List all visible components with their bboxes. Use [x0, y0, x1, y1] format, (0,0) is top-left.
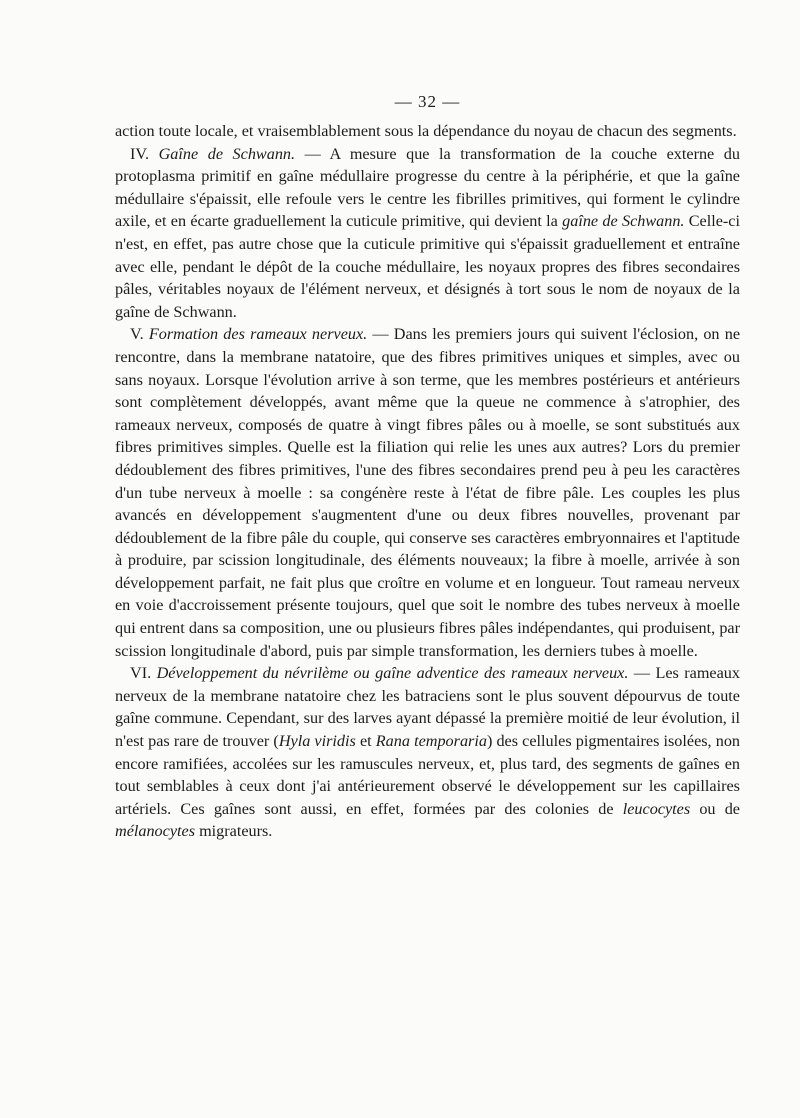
italic-term: mélanocytes — [115, 822, 196, 841]
italic-species-name: Rana temporaria — [375, 732, 487, 751]
body-text: ) des cellules pigmentaires isolées, non encore ramifiées, accolées sur les ramuscules nerveux, et, plus tard, des segments de gaînes en tout semblables à ceux dont j'ai antérieurement observé le développement sur les capillaires artériels. Ces gaînes sont aussi, en effet, formées par des colonies de — [115, 732, 741, 818]
body-text: — A mesure que la transformation de la couche externe du protoplasma primitif en gaîne médullaire progresse du centre à la périphérie, et que la gaîne médullaire s'épaissit, elle refoule vers le centre les fibrilles primitives, qui forment le cylindre axile, et en écarte graduellement la cuticule primitive, qui devient la — [115, 144, 740, 231]
body-text: Celle-ci n'est, en effet, pas autre chose que la cuticule primitive qui s'épaissit graduellement et entraîne avec elle, pendant le dépôt de la couche médullaire, les noyaux propres des fibres secondaires pâles, véritables noyaux de l'élément nerveux, et désignés à tort sous le nom de noyaux de la gaîne de Schwann. — [115, 212, 740, 321]
italic-species-name: Hyla viridis — [278, 732, 356, 751]
paragraph-section-vi — [115, 662, 740, 843]
section-number: VI. — [130, 664, 152, 683]
italic-term: leucocytes — [622, 799, 691, 818]
section-number: V. — [130, 325, 144, 344]
body-text: — Les rameaux nerveux de la membrane natatoire chez les batraciens sont le plus souvent dépourvus de toute gaîne commune. Cependant, sur des larves ayant dépassé la première moitié de leur évolution, il n'est pas rare de trouver ( — [115, 664, 740, 751]
italic-term: gaîne de Schwann. — [562, 212, 685, 231]
section-heading: Développement du névrilème ou gaîne adventice des rameaux nerveux. — [156, 664, 629, 683]
section-heading: Gaîne de Schwann. — [158, 144, 296, 163]
body-text: ou de — [690, 799, 740, 818]
paragraph-section-iv — [115, 143, 740, 324]
page-number: — 32 — — [394, 92, 461, 111]
section-heading: Formation des rameaux nerveux. — [148, 325, 368, 344]
paragraph-section-v — [115, 323, 740, 662]
section-number: IV. — [130, 144, 150, 163]
body-text: et — [355, 732, 376, 751]
body-text: migrateurs. — [195, 822, 273, 841]
paragraph-continuation: action toute locale, et vraisemblablement sous la dépendance du noyau de chacun des segments. — [115, 122, 737, 140]
body-text: — Dans les premiers jours qui suivent l'éclosion, on ne rencontre, dans la membrane natatoire, que des fibres primitives uniques et simples, avec ou sans noyaux. Lorsque l'évolution arrive à son terme, que les membres postérieurs et antérieurs sont complètement développés, avant même que la queue ne commence à s'atrophier, des rameaux nerveux, composés de quatre à vingt fibres pâles ou à moelle, se sont substitués aux fibres primitives simples. Quelle est la filiation qui relie les unes aux autres? Lors du premier dédoublement des fibres primitives, l'une des fibres secondaires prend peu à peu les caractères d'un tube nerveux à moelle : sa congénère reste à l'état de fibre pâle. Les couples les plus avancés en développement s'augmentent d'une ou deux fibres nouvelles, provenant par dédoublement de la fibre pâle du couple, qui conserve ses caractères embryonnaires et l'aptitude à produire, par scission longitudinale, des éléments nouveaux; la fibre à moelle, arrivée à son développement parfait, ne fait plus que croître en volume et en longueur. Tout rameau nerveux en voie d'accroissement présente toujours, quel que soit le nombre des tubes nerveux à moelle qui entrent dans sa composition, une ou plusieurs fibres pâles indépendantes, qui produisent, par scission longitudinale d'abord, puis par simple transformation, les derniers tubes à moelle. — [115, 325, 741, 660]
